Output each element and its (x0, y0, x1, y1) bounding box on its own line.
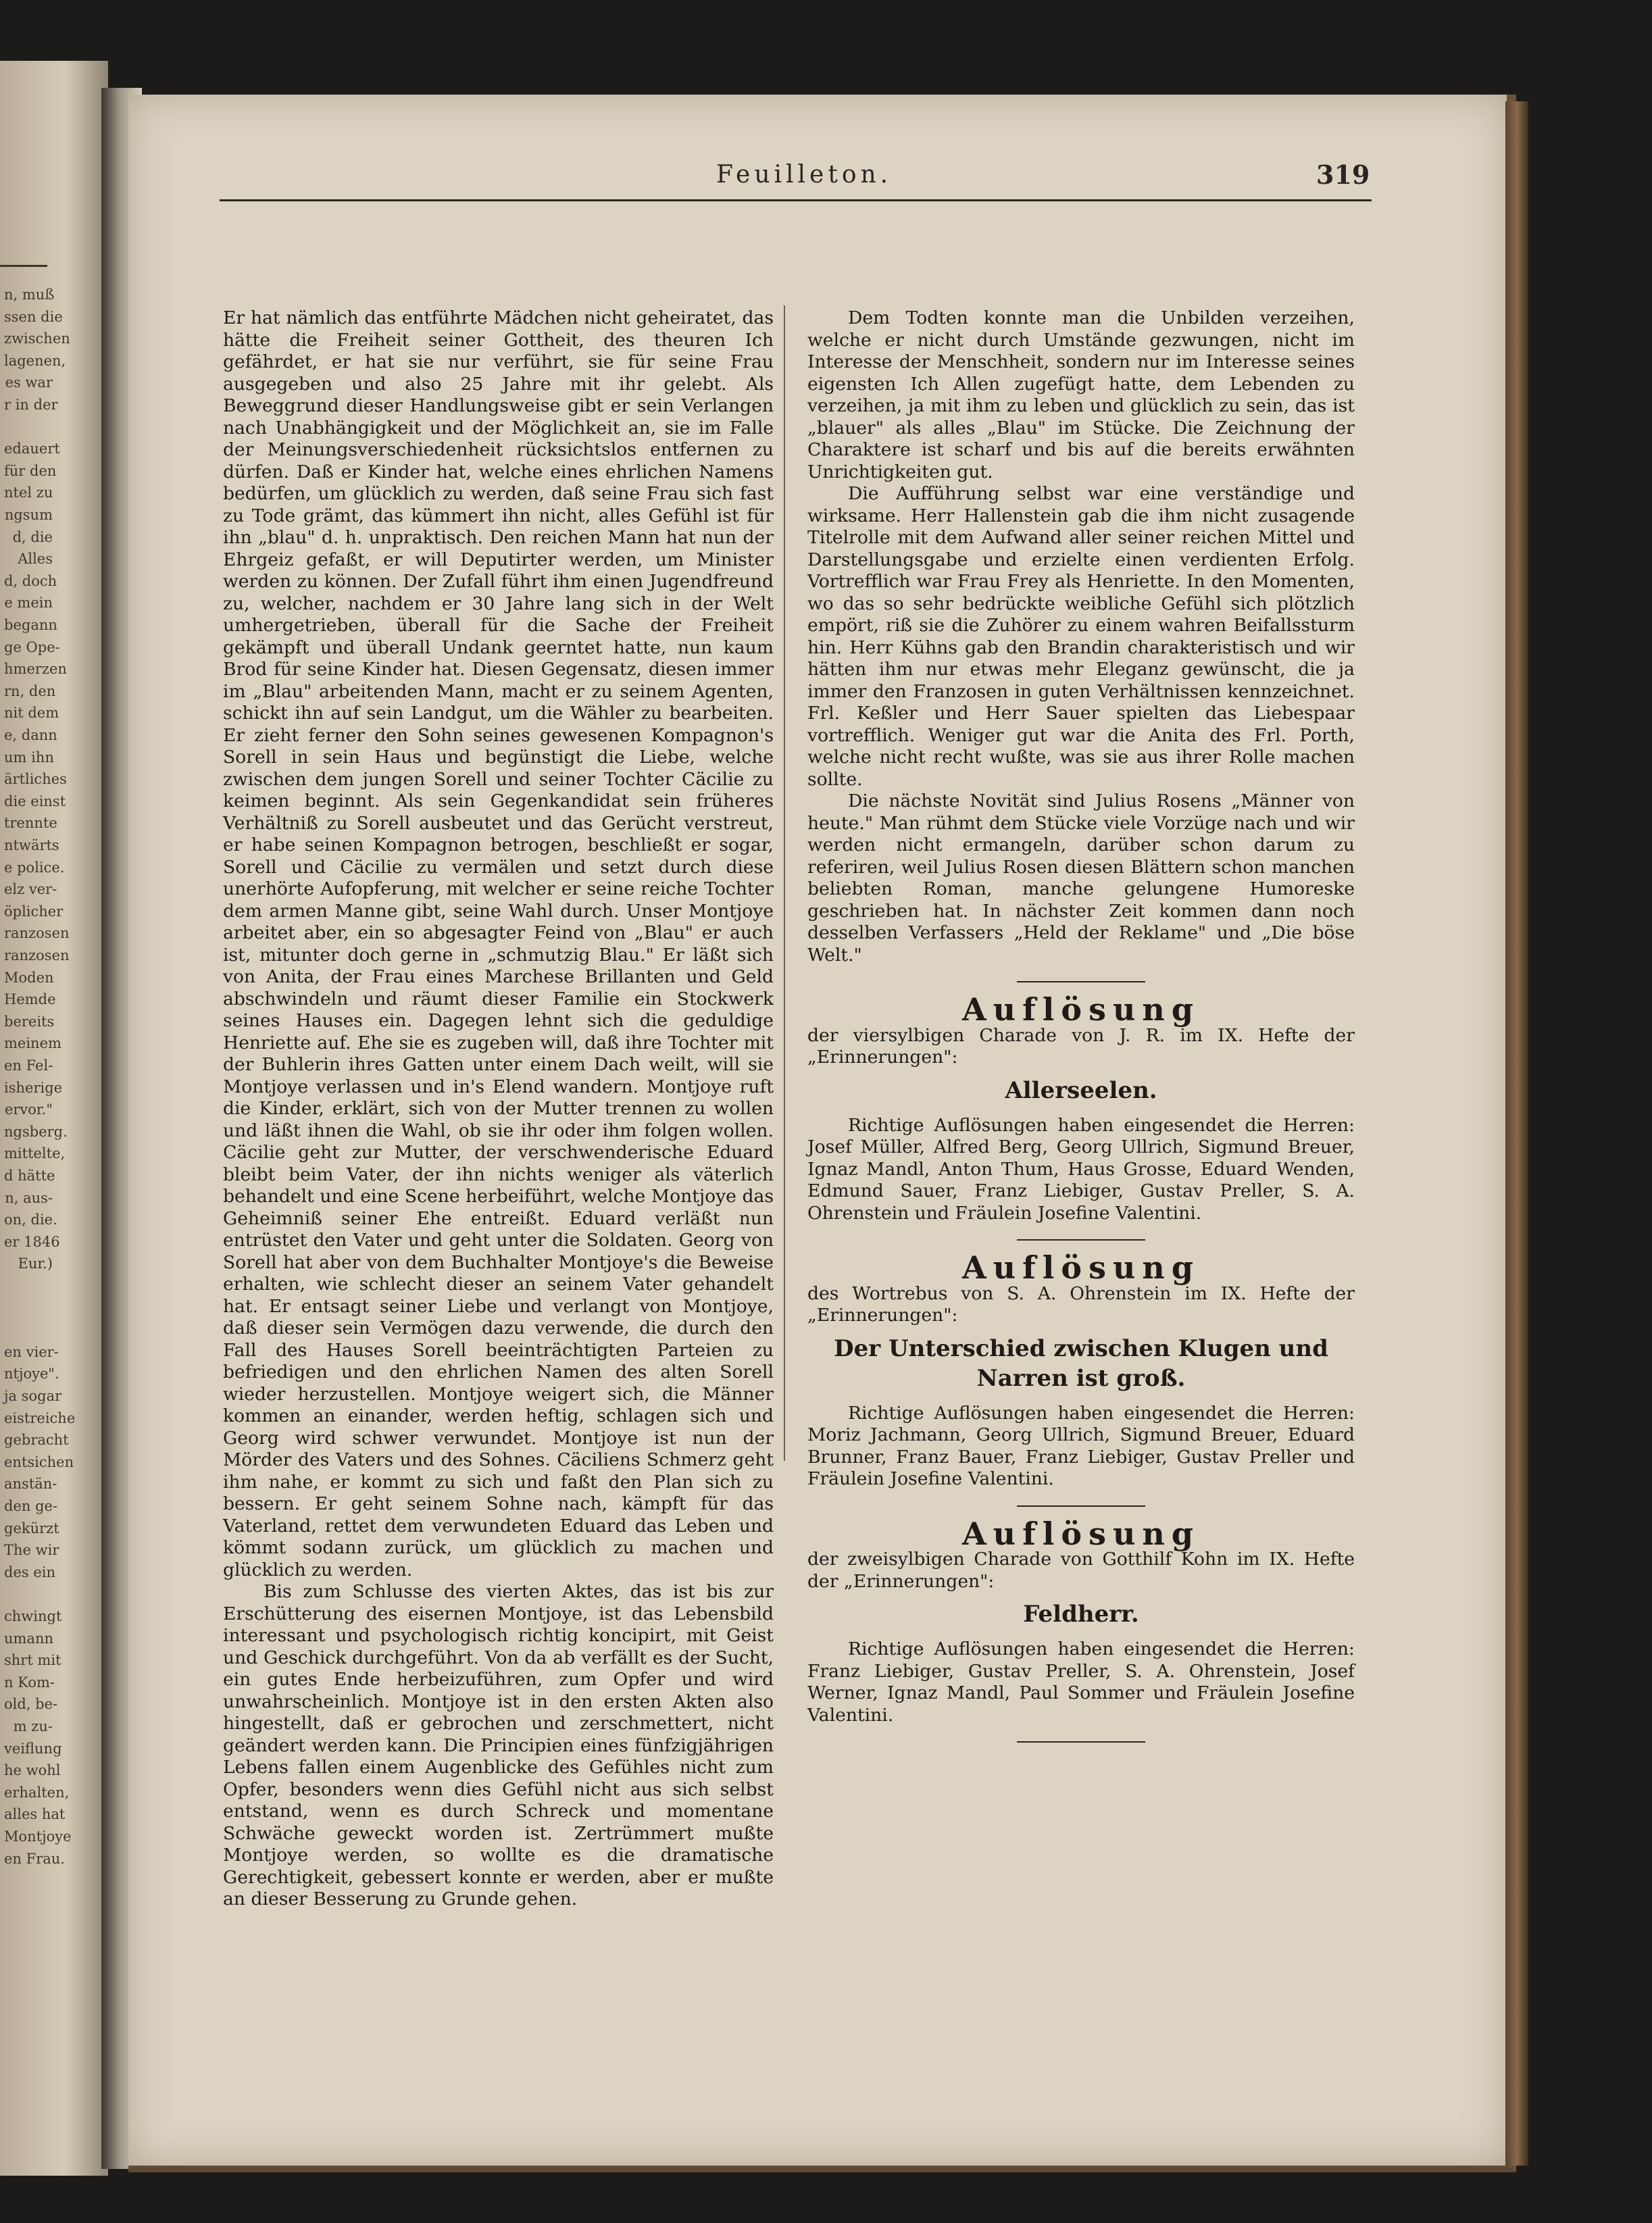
facing-page-text-fragment: elz ver- (4, 881, 57, 898)
facing-page-text-fragment: Moden (4, 969, 54, 986)
facing-page-text-fragment: es war (5, 374, 53, 391)
facing-page-text-fragment: ärtliches (4, 771, 67, 788)
solution-subtitle: der zweisylbigen Charade von Gotthilf Kohn im IX. Hefte der „Erinnerungen": (807, 1549, 1355, 1592)
solution-title: Auflösung (961, 1249, 1201, 1286)
solution-subtitle: der viersylbigen Charade von J. R. im IX. Hefte der „Erinnerungen": (807, 1024, 1355, 1068)
facing-page-edge (0, 61, 108, 2176)
column-divider (784, 305, 785, 1461)
facing-page-text-fragment: he wohl (4, 1762, 61, 1779)
facing-page-text-fragment: edauert (4, 441, 60, 457)
facing-page-text-fragment: veiflung (4, 1740, 62, 1757)
solution-senders: Richtige Auflösungen haben eingesendet die Herren: Moriz Jachmann, Georg Ullrich, Sigmund Breuer, Eduard Brunner, Franz Bauer, Franz Liebiger, Gustav Preller und Fräulein Josefine Valentini. (807, 1402, 1355, 1489)
facing-page-text-fragment: ervor." (4, 1101, 53, 1118)
facing-page-text-fragment: trennte (4, 815, 57, 832)
facing-page-text-fragment: e police. (4, 859, 65, 876)
facing-page-text-fragment: um ihn (4, 749, 54, 766)
section-rule (1017, 1741, 1145, 1743)
facing-page-text-fragment: für den (4, 462, 57, 479)
facing-page-text-fragment: er 1846 (4, 1233, 60, 1250)
facing-page-text-fragment: mittelte, (4, 1145, 66, 1162)
solution-subtitle: des Wortrebus von S. A. Ohrenstein im IX. Hefte der „Erinnerungen": (807, 1282, 1355, 1326)
facing-page-text-fragment: d, die (12, 528, 53, 545)
facing-page-text-fragment: begann (4, 617, 57, 633)
facing-page-text-fragment: e, dann (4, 727, 57, 743)
section-rule (1017, 1505, 1145, 1507)
facing-page-text-fragment: bereits (4, 1013, 55, 1030)
facing-page-text-fragment: ranzosen (4, 925, 70, 942)
solution-block (807, 991, 1355, 1224)
facing-page-text-fragment: entsichen (4, 1453, 74, 1470)
facing-page-text-fragment: ntjoye". (4, 1366, 59, 1382)
solution-senders: Richtige Auflösungen haben eingesendet die Herren: Josef Müller, Alfred Berg, Georg Ullrich, Sigmund Breuer, Ignaz Mandl, Anton Thum, Haus Grosse, Eduard Wenden, Edmund Sauer, Franz Liebiger, Gustav Preller, S. A. Ohrenstein und Fräulein Josefine Valentini. (807, 1114, 1355, 1224)
facing-page-text-fragment: ranzosen (4, 947, 70, 964)
facing-page-text-fragment: r in der (4, 397, 58, 413)
solution-block (807, 1515, 1355, 1727)
left-column (223, 307, 774, 1911)
facing-page-text-fragment: ssen die (4, 308, 63, 325)
facing-page-text-fragment: d, doch (4, 572, 57, 589)
facing-page-text-fragment: m zu- (13, 1718, 53, 1734)
solution-title: Auflösung (961, 991, 1201, 1028)
facing-page-text-fragment: chwingt (4, 1608, 62, 1624)
facing-page-text-fragment: Montjoye (4, 1828, 72, 1845)
facing-page-text-fragment: ntwärts (4, 837, 59, 853)
facing-page-text-fragment: on, die. (4, 1212, 57, 1228)
facing-page-text-fragment: alles hat (4, 1806, 66, 1823)
facing-page-text-fragment: en vier- (4, 1343, 59, 1360)
article-paragraph: Die Aufführung selbst war eine verständige und wirksame. Herr Hallenstein gab die ihm nicht zusagende Titelrolle mit dem Aufwand aller seiner reichen Mittel und Darstellungsgabe und erzielte einen verdienten Erfolg. Vortrefflich war Frau Frey als Henriette. In den Momenten, wo das so sehr bedrückte weibliche Gefühl sich plötzlich empört, riß sie die Zuhörer zu einem wahren Beifallssturm hin. Herr Kühns gab den Brandin charakteristisch und wir hätten ihm nur etwas mehr Eleganz gewünscht, die ja immer den Franzosen in guten Verhältnissen kennzeichnet. Frl. Keßler und Herr Sauer spielten das Liebespaar vortrefflich. Weniger gut war die Anita des Frl. Porth, welche nicht recht wußte, was sie aus ihrer Rolle machen sollte. (807, 483, 1355, 790)
facing-page-text-fragment: old, be- (4, 1696, 58, 1713)
facing-page-text-fragment: hmerzen (4, 661, 67, 678)
solution-answer: Allerseelen. (1005, 1076, 1157, 1104)
solution-answer: Feldherr. (1023, 1601, 1139, 1628)
article-paragraph: Die nächste Novität sind Julius Rosens „Männer von heute." Man rühmt dem Stücke viele Vorzüge nach und wir werden nicht ermangeln, darüber schon darum zu referiren, weil Julius Rosen diesen Blättern schon manchen beliebten Roman, manche gelungene Humoreske geschrieben hat. In nächster Zeit kommen dann noch desselben Verfassers „Held der Reklame" und „Die böse Welt." (807, 791, 1355, 966)
article-paragraph: Bis zum Schlusse des vierten Aktes, das ist bis zur Erschütterung des eisernen Montjoye, ist das Lebensbild interessant und psychologisch richtig koncipirt, mit Geist und Geschick durchgeführt. Von da ab verfällt es der Sucht, ein gutes Ende herbeizuführen, zum Opfer und wird unwahrscheinlich. Montjoye ist in den ersten Akten also hingestellt, daß er gebrochen und zerschmettert, nicht geändert werden kann. Die Principien eines fünfzigjährigen Lebens fallen einem Augenblicke des Gefühles nicht zum Opfer, besonders wenn dies Gefühl nicht aus sich selbst entstand, wenn es durch Schreck und momentane Schwäche geweckt worden ist. Zertrümmert mußte Montjoye werden, so wollte es die dramatische Gerechtigkeit, gebessert konnte er werden, aber er mußte an dieser Besserung zu Grunde gehen. (223, 1581, 774, 1909)
facing-page-text-fragment: öplicher (4, 903, 64, 920)
solution-senders: Richtige Auflösungen haben eingesendet die Herren: Franz Liebiger, Gustav Preller, S. A. Ohrenstein, Josef Werner, Ignaz Mandl, Paul Sommer und Fräulein Josefine Valentini. (807, 1639, 1355, 1726)
facing-page-text-fragment: The wir (4, 1542, 59, 1559)
facing-page-text-fragment: ge Ope- (4, 639, 60, 655)
facing-page-text-fragment: umann (4, 1630, 54, 1647)
facing-page-text-fragment: ntel zu (4, 484, 53, 501)
facing-page-text-fragment: nit dem (4, 705, 59, 722)
facing-page-text-fragment: lagenen, (4, 352, 66, 369)
facing-page-text-fragment: Eur.) (18, 1255, 53, 1272)
facing-page-text-fragment: ngsberg. (4, 1123, 68, 1140)
section-rule (1017, 1239, 1145, 1241)
facing-page-text-fragment: d hätte (4, 1168, 55, 1184)
solution-answer: Der Unterschied zwischen Klugen und Narren ist groß. (834, 1334, 1328, 1392)
header-rule (220, 199, 1372, 201)
solution-block (807, 1249, 1355, 1491)
facing-page-rule (0, 265, 47, 267)
facing-page-text-fragment: ja sogar (4, 1388, 62, 1404)
facing-page-text-fragment: den ge- (4, 1498, 58, 1514)
facing-page-text-fragment: e mein (4, 595, 53, 611)
facing-page-text-fragment: Alles (18, 551, 53, 568)
facing-page-text-fragment: en Fel- (4, 1057, 53, 1074)
facing-page-text-fragment: shrt mit (4, 1652, 61, 1669)
running-title: Feuilleton. (716, 161, 893, 189)
article-paragraph: Er hat nämlich das entführte Mädchen nicht geheiratet, das hätte die Freiheit seiner Gottheit, des theuren Ich gefährdet, er hat sie nur verführt, sie für seine Frau ausgegeben und also 25 Jahre mit ihr gelebt. Als Beweggrund dieser Handlungsweise gibt er sein Verlangen nach Unabhängigkeit und der Möglichkeit an, sie im Falle der Meinungsverschiedenheit rücksichtslos entfernen zu dürfen. Daß er Kinder hat, welche eines ehrlichen Namens bedürfen, um glücklich zu werden, daß seine Frau sich fast zu Tode grämt, das kümmert ihn nicht, alles Gefühl ist für ihn „blau" d. h. unpraktisch. Den reichen Mann hat nun der Ehrgeiz gefaßt, er will Deputirter werden, um Minister werden zu können. Der Zufall führt ihm einen Jugendfreund zu, welcher, nachdem er 30 Jahre lang sich in der Welt umhergetrieben, überall für die Sache der Freiheit gekämpft und überall Undank geerntet hatte, nun kaum Brod für seine Kinder hat. Diesen Gegensatz, diesen immer im „Blau" arbeitenden Mann, macht er zu seinem Agenten, schickt ihn auf sein Landgut, um die Wähler zu bearbeiten. Er zieht ferner den Sohn seines gewesenen Kompagnon's Sorell in sein Haus und begünstigt die Liebe, welche zwischen dem jungen Sorell und seiner Tochter Cäcilie zu keimen beginnt. Als sein Gegenkandidat sein früheres Verhältniß zu Sorell ausbeutet und das Gerücht verstreut, er habe seinen Kompagnon betrogen, beschließt er sogar, Sorell und Cäcilie zu vermälen und setzt durch diese unerhörte Aufopferung, mit welcher er seine reiche Tochter dem armen Manne gibt, seine Wahl durch. Unser Montjoye arbeitet aber, ein so abgesagter Feind von „Blau" er auch ist, mitunter doch gerne in „schmutzig Blau." Er läßt sich von Anita, der Frau eines Marchese Brillanten und Geld abschwindeln und räumt dieser Familie ein Stockwerk seines Hauses ein. Dagegen lehnt sich die geduldige Henriette auf. Ehe sie es zugeben will, daß ihre Tochter mit der Buhlerin ihres Gatten unter einem Dach weilt, will sie Montjoye verlassen und in's Elend wandern. Montjoye ruft die Kinder, erklärt, sich von der Mutter trennen zu wollen und läßt ihnen die Wahl, ob sie ihr oder ihm folgen wollen. Cäcilie geht zur Mutter, der verschwenderische Eduard bleibt beim Vater, der ihn nichts weniger als väterlich behandelt und eine Scene herbeiführt, welche Montjoye das Geheimniß seiner Ehe entreißt. Eduard verläßt nun entrüstet den Vater und geht unter die Soldaten. Georg von Sorell hat aber von dem Buchhalter Montjoye's die Beweise erhalten, wie schlecht dieser an seinem Vater gehandelt hat. Er entsagt seiner Liebe und verlangt von Montjoye, daß dieser sein Vermögen dazu verwende, die durch den Fall des Hauses Sorell beeinträchtigten Parteien zu befriedigen und den ehrlichen Namen des alten Sorell wieder herzustellen. Montjoye weigert sich, die Männer kommen an einander, werden heftig, schlagen sich und Georg wird schwer verwundet. Montjoye ist nun der Mörder des Vaters und des Sohnes. Cäciliens Schmerz geht ihm nahe, er kommt zu sich und faßt den Plan sich zu bessern. Er geht seinem Sohne nach, kämpft für das Vaterland, rettet dem verwundeten Eduard das Leben und kömmt sodann zurück, um glücklich zu machen und glücklich zu werden. (223, 307, 774, 1580)
facing-page-text-fragment: erhalten, (4, 1784, 70, 1801)
facing-page-text-fragment: rn, den (4, 682, 56, 699)
article-paragraph: Dem Todten konnte man die Unbilden verzeihen, welche er nicht durch Umstände gezwungen, nicht im Interesse der Menschheit, sondern nur im Interesse seines eigensten Ich Allen zugefügt hatte, dem Lebenden zu verzeihen, ja mit ihm zu leben und glücklich zu sein, das ist „blauer" als alles „Blau" im Stücke. Die Zeichnung der Charaktere ist scharf und bis auf die bereits erwähnten Unrichtigkeiten gut. (807, 307, 1355, 482)
section-rule (1017, 981, 1145, 982)
solution-title: Auflösung (961, 1515, 1201, 1552)
facing-page-text-fragment: isherige (4, 1079, 63, 1096)
facing-page-text-fragment: Hemde (4, 991, 56, 1008)
facing-page-text-fragment: n, muß (4, 286, 55, 303)
facing-page-text-fragment: zwischen (4, 330, 70, 347)
facing-page-text-fragment: gebracht (4, 1432, 69, 1449)
facing-page-text-fragment: anstän- (4, 1476, 57, 1493)
facing-page-text-fragment: n, aus- (5, 1189, 53, 1206)
facing-page-text-fragment: die einst (4, 793, 66, 809)
facing-page-text-fragment: meinem (4, 1035, 61, 1052)
right-column (807, 307, 1355, 1759)
facing-page-text-fragment: n Kom- (4, 1674, 55, 1691)
facing-page-text-fragment: des ein (4, 1564, 55, 1580)
facing-page-text-fragment: eistreiche (4, 1409, 76, 1426)
facing-page-text-fragment: ngsum (4, 507, 53, 523)
facing-page-text-fragment: en Frau. (4, 1850, 65, 1867)
facing-page-text-fragment: gekürzt (4, 1520, 59, 1537)
page-number: 319 (1316, 159, 1370, 190)
page-edge (1505, 101, 1528, 2166)
